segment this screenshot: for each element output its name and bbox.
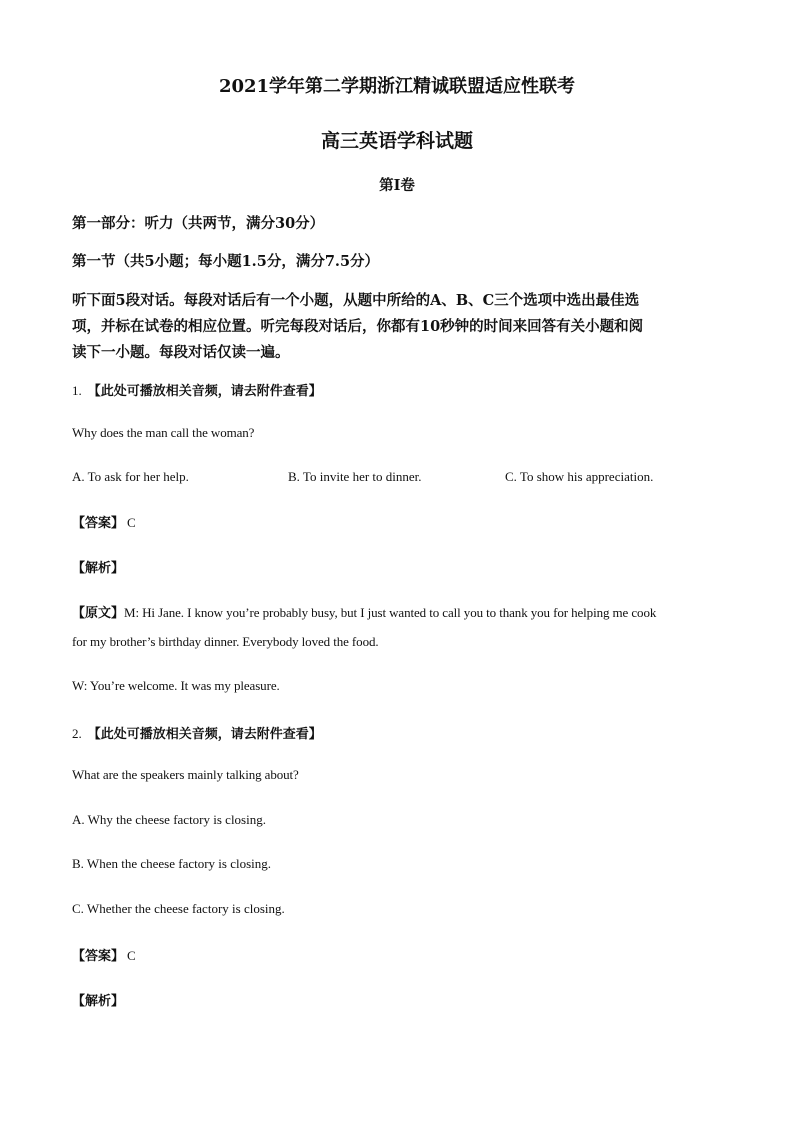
answer-value: C — [127, 515, 136, 530]
q1-transcript-line-2: for my brother’s birthday dinner. Everybody loved the food. — [72, 634, 379, 649]
q1-option-b: B. To invite her to dinner. — [288, 469, 422, 484]
q1-option-c: C. To show his appreciation. — [505, 469, 654, 484]
audio-note-link[interactable]: 【此处可播放相关音频，请去附件查看】 — [87, 727, 322, 742]
question-number: 2. — [72, 726, 82, 741]
answer-label: 【答案】 — [72, 949, 125, 964]
part1-heading: 第一部分：听力（共两节，满分30分） — [72, 215, 325, 232]
section1-heading: 第一节（共5小题；每小题1.5分，满分7.5分） — [72, 253, 380, 270]
q1-analysis — [72, 557, 722, 576]
q2-answer — [72, 945, 722, 964]
answer-value: C — [127, 948, 136, 963]
instruction-line: 听下面5段对话。每段对话后有一个小题，从题中所给的A、B、C三个选项中选出最佳选 — [72, 292, 640, 309]
q2-analysis — [72, 990, 722, 1009]
q1-answer — [72, 512, 722, 531]
transcript-label: 【原文】 — [72, 606, 125, 621]
question-1-stem: Why does the man call the woman? — [72, 425, 255, 440]
exam-subtitle: 高三英语学科试题 — [320, 130, 473, 152]
question-2-header — [72, 723, 722, 742]
q1-option-a: A. To ask for her help. — [72, 469, 189, 484]
q2-option-a: A. Why the cheese factory is closing. — [72, 812, 266, 827]
question-1-header — [72, 380, 722, 399]
volume-label: 第Ⅰ卷 — [379, 177, 415, 194]
answer-label: 【答案】 — [72, 516, 125, 531]
instruction-line: 项，并标在试卷的相应位置。听完每段对话后，你都有10秒钟的时间来回答有关小题和阅 — [72, 318, 644, 335]
instruction-line: 读下一小题。每段对话仅读一遍。 — [72, 344, 290, 361]
q2-option-c: C. Whether the cheese factory is closing. — [72, 901, 285, 916]
audio-note-link[interactable]: 【此处可播放相关音频，请去附件查看】 — [87, 384, 322, 399]
analysis-label: 【解析】 — [72, 994, 125, 1009]
question-2-stem: What are the speakers mainly talking about? — [72, 767, 299, 782]
q1-transcript-line-1 — [72, 602, 722, 621]
exam-title: 2021学年第二学期浙江精诚联盟适应性联考 — [218, 76, 576, 97]
q1-transcript-line-3: W: You’re welcome. It was my pleasure. — [72, 678, 280, 693]
listening-instructions — [72, 288, 722, 366]
question-number: 1. — [72, 383, 82, 398]
q2-option-b: B. When the cheese factory is closing. — [72, 856, 272, 871]
transcript-text: M: Hi Jane. I know you’re probably busy, but I just wanted to call you to thank you for helping me cook — [124, 605, 657, 620]
analysis-label: 【解析】 — [72, 561, 125, 576]
